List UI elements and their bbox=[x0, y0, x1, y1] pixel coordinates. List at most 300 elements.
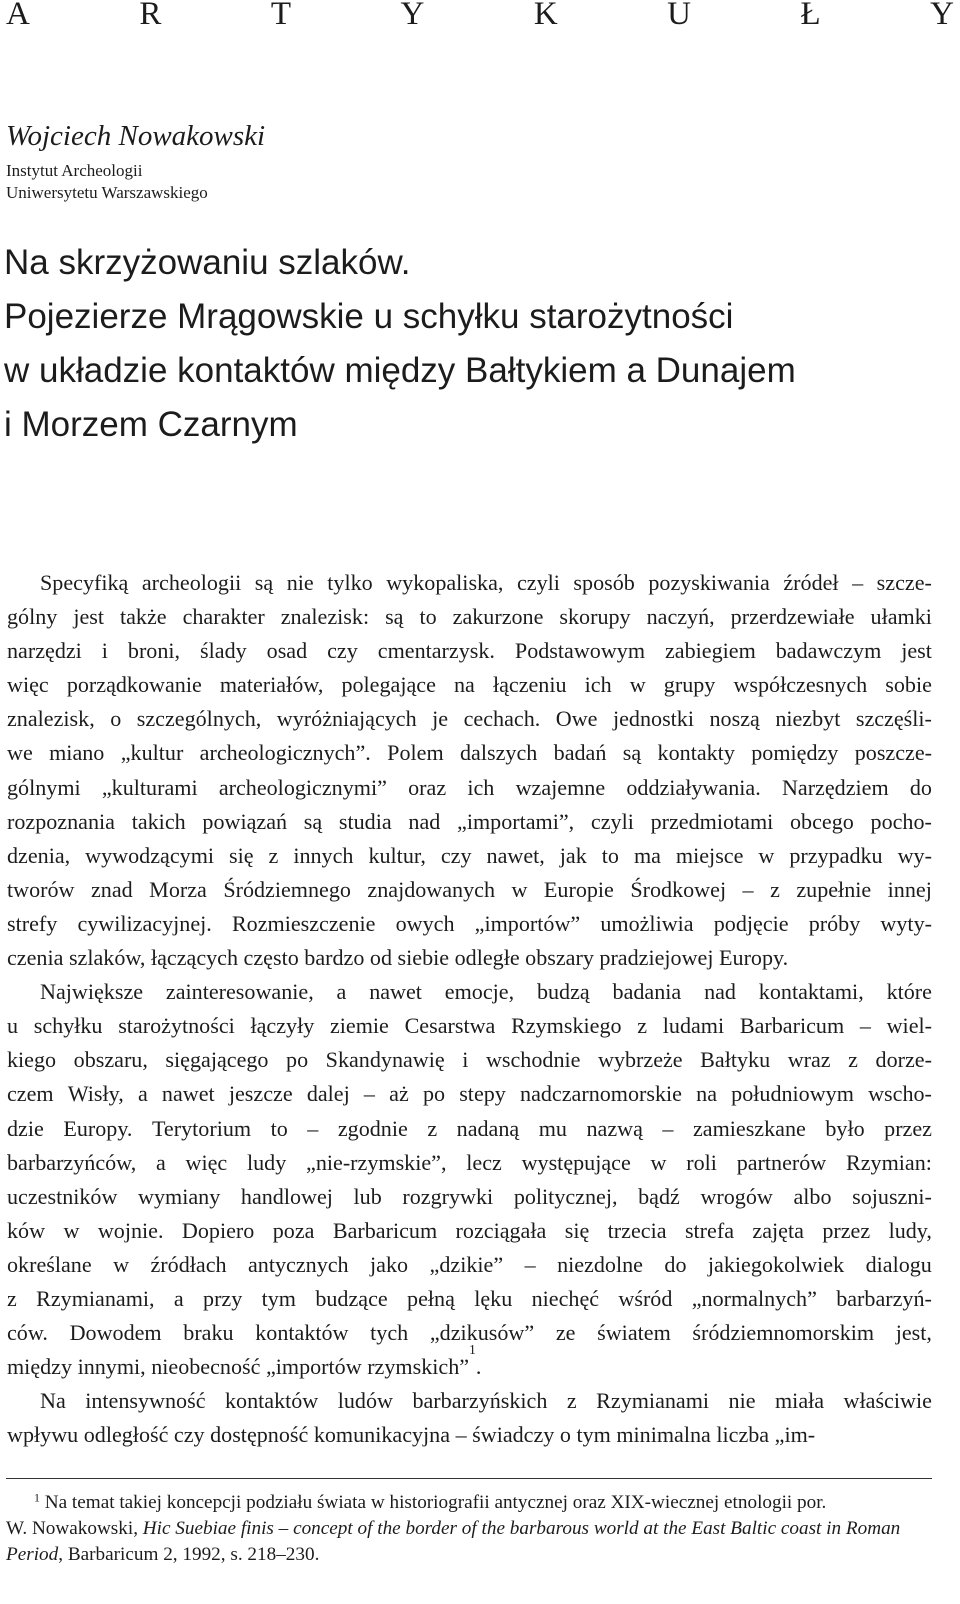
body-word: nad bbox=[704, 979, 736, 1005]
section-header-letter: R bbox=[139, 0, 162, 32]
body-word: to bbox=[270, 1115, 288, 1141]
body-word: szczęśli- bbox=[855, 706, 932, 732]
body-line bbox=[7, 566, 932, 600]
body-word: rzymskich” bbox=[367, 1354, 470, 1380]
body-word: innymi, bbox=[77, 1354, 152, 1380]
body-word: a bbox=[173, 1285, 184, 1311]
body-word: broni, bbox=[127, 638, 181, 664]
body-word: rozpoznania bbox=[7, 808, 115, 834]
body-word: źródeł bbox=[783, 570, 839, 595]
body-word: a bbox=[336, 979, 347, 1005]
title-line: Na skrzyżowaniu szlaków. bbox=[4, 243, 411, 282]
body-word: „kultur bbox=[120, 740, 184, 766]
body-line bbox=[7, 1248, 932, 1282]
body-word: – bbox=[859, 1013, 871, 1039]
body-word: ków bbox=[7, 1217, 46, 1243]
body-word: wzajemne bbox=[515, 774, 606, 800]
section-header-letter: T bbox=[270, 0, 291, 32]
body-word: przedmiotami bbox=[650, 808, 774, 834]
footnote bbox=[6, 1490, 932, 1568]
body-word: obcego bbox=[790, 808, 854, 834]
section-header bbox=[6, 0, 954, 38]
body-word: „dzikie” bbox=[429, 1251, 504, 1277]
body-word: nazwą bbox=[586, 1115, 643, 1141]
author-affiliation bbox=[6, 160, 208, 204]
body-word: wyróżniających bbox=[276, 706, 417, 732]
body-word: tych bbox=[370, 1320, 409, 1346]
body-word: poza bbox=[272, 1217, 315, 1243]
body-word: – bbox=[363, 1081, 375, 1107]
body-word: . bbox=[475, 1354, 482, 1380]
body-word: nadaną bbox=[456, 1115, 520, 1141]
section-header-letter: U bbox=[667, 0, 691, 32]
body-word: dorze- bbox=[875, 1047, 932, 1073]
article-body bbox=[7, 566, 932, 1452]
body-word: dalszych bbox=[460, 740, 538, 766]
body-word: innych bbox=[293, 842, 354, 868]
body-word: czy bbox=[327, 638, 358, 664]
body-word: Wisły, bbox=[67, 1081, 124, 1107]
body-word: to bbox=[601, 842, 619, 868]
body-word: nadczarnomorskie bbox=[520, 1081, 682, 1107]
body-word: ziemie bbox=[329, 1013, 389, 1039]
body-word: zainteresowanie, bbox=[165, 979, 314, 1005]
footnote-reference[interactable]: 1 bbox=[469, 1342, 476, 1358]
body-word: w bbox=[113, 1251, 130, 1277]
body-line bbox=[7, 1282, 932, 1316]
body-word: i bbox=[101, 638, 108, 664]
body-word: komunikacyjna bbox=[313, 1422, 456, 1448]
body-word: ludy, bbox=[888, 1217, 932, 1243]
body-word: czem bbox=[7, 1081, 54, 1107]
body-word: wojnie. bbox=[97, 1217, 164, 1243]
body-line bbox=[7, 702, 932, 736]
body-word: Bałtyku bbox=[700, 1047, 771, 1073]
body-word: szczególnych, bbox=[136, 706, 262, 732]
body-word: archeologicznymi” bbox=[218, 774, 387, 800]
body-word: ludy bbox=[247, 1149, 287, 1175]
body-word: wiel- bbox=[886, 1013, 932, 1039]
body-word: gólnymi bbox=[7, 774, 81, 800]
body-word: jednostki bbox=[612, 706, 694, 732]
body-word: noszą bbox=[709, 706, 760, 732]
body-word: od bbox=[369, 945, 398, 971]
body-word: Barbaricum bbox=[332, 1217, 438, 1243]
footnote-number: 1 bbox=[34, 1490, 40, 1505]
body-word: wybrzeże bbox=[597, 1047, 683, 1073]
body-word: Morza bbox=[149, 876, 207, 902]
body-word: archeologicznych”. bbox=[199, 740, 371, 766]
body-word: zamieszkane bbox=[692, 1115, 806, 1141]
body-line bbox=[7, 1180, 932, 1214]
body-word: „importami”, bbox=[457, 808, 575, 834]
body-word: miała bbox=[775, 1388, 825, 1414]
body-word: trzecia bbox=[607, 1217, 667, 1243]
title-line: w układzie kontaktów między Bałtykiem a Dunajem bbox=[4, 351, 796, 390]
body-word: Terytorium bbox=[151, 1115, 252, 1141]
body-word: tym bbox=[261, 1285, 296, 1311]
body-word: – bbox=[742, 876, 754, 902]
body-word: czyli bbox=[516, 570, 560, 595]
body-word: wymiany bbox=[138, 1183, 221, 1209]
body-word: u bbox=[7, 1013, 19, 1039]
body-word: sięgającego bbox=[165, 1047, 269, 1073]
body-word: kontaktów bbox=[255, 1320, 349, 1346]
body-word: czyli bbox=[590, 808, 634, 834]
body-word: „importów bbox=[265, 1354, 368, 1380]
body-word: poszcze- bbox=[854, 740, 932, 766]
body-word: wyty- bbox=[880, 910, 932, 936]
body-word: je bbox=[432, 706, 449, 732]
body-word: jest, bbox=[895, 1320, 932, 1346]
title-line: i Morzem Czarnym bbox=[4, 405, 298, 444]
body-word: w bbox=[511, 876, 528, 902]
body-word: które bbox=[886, 979, 932, 1005]
body-word: barbarzyńców, bbox=[7, 1149, 137, 1175]
body-word: ludów bbox=[337, 1388, 393, 1414]
body-word: „im- bbox=[774, 1422, 816, 1448]
body-word: zgodnie bbox=[337, 1115, 408, 1141]
body-word: cmentarzysk. bbox=[377, 638, 495, 664]
body-word: sobie bbox=[885, 672, 932, 698]
body-word: więc bbox=[7, 672, 49, 698]
body-word: jest bbox=[73, 604, 104, 630]
body-word: ich bbox=[584, 672, 612, 698]
body-line bbox=[7, 1043, 932, 1077]
body-word: z bbox=[770, 876, 780, 902]
body-word: tworów bbox=[7, 876, 75, 902]
body-word: południowym bbox=[731, 1081, 854, 1107]
body-word: politycznej, bbox=[513, 1183, 618, 1209]
body-word: – bbox=[307, 1115, 319, 1141]
body-word: lęku bbox=[474, 1285, 513, 1311]
body-word: lecz bbox=[466, 1149, 502, 1175]
body-word: mu bbox=[538, 1115, 567, 1141]
body-word: „kulturami bbox=[101, 774, 198, 800]
body-word: nawet bbox=[161, 1081, 215, 1107]
body-word: odległe bbox=[454, 945, 526, 971]
body-word: pełną bbox=[407, 1285, 455, 1311]
body-word: – bbox=[662, 1115, 674, 1141]
body-word: strefa bbox=[684, 1217, 735, 1243]
body-word: kontaktów bbox=[224, 1388, 319, 1414]
body-word: lub bbox=[353, 1183, 382, 1209]
section-header-letter: K bbox=[533, 0, 558, 32]
body-word: nawet bbox=[369, 979, 422, 1005]
body-word: światem bbox=[597, 1320, 671, 1346]
body-word: tylko bbox=[327, 570, 373, 595]
body-word: Cesarstwa bbox=[404, 1013, 496, 1039]
body-word: Barbaricum bbox=[739, 1013, 845, 1039]
body-word: sojuszni- bbox=[852, 1183, 932, 1209]
body-word: starożytności bbox=[118, 1013, 235, 1039]
body-word: o bbox=[110, 706, 122, 732]
body-word: Dopiero bbox=[181, 1217, 255, 1243]
affiliation-line: Instytut Archeologii bbox=[6, 161, 143, 180]
body-word: aż bbox=[389, 1081, 409, 1107]
body-word: Skandynawię bbox=[325, 1047, 445, 1073]
body-word: odległość bbox=[83, 1422, 174, 1448]
body-word: rozciągała bbox=[455, 1217, 547, 1243]
body-word: uczestników bbox=[7, 1183, 118, 1209]
body-line bbox=[7, 1214, 932, 1248]
title-line: Pojezierze Mrągowskie u schyłku starożytności bbox=[4, 297, 734, 336]
body-word: z bbox=[7, 1285, 17, 1311]
footnote-line bbox=[6, 1516, 932, 1542]
body-word: właściwie bbox=[843, 1388, 932, 1414]
body-word: ich bbox=[467, 774, 495, 800]
body-line bbox=[7, 736, 932, 770]
body-word: „nie-rzymskie”, bbox=[306, 1149, 447, 1175]
body-line bbox=[7, 771, 932, 805]
body-word: dalej bbox=[306, 1081, 350, 1107]
body-word: bardzo bbox=[304, 945, 370, 971]
body-word: kontakty bbox=[657, 740, 735, 766]
body-line bbox=[7, 941, 932, 975]
footnote-text: Na temat takiej koncepcji podziału świata w historiografii antycznej oraz XIX-wiecznej etnologii por. bbox=[44, 1492, 827, 1513]
body-word: emocje, bbox=[444, 979, 515, 1005]
body-word: charakter bbox=[182, 604, 265, 630]
footnote-text: W. Nowakowski, bbox=[6, 1518, 143, 1539]
body-word: cechach. bbox=[463, 706, 541, 732]
body-word: na bbox=[696, 1081, 717, 1107]
body-line bbox=[7, 975, 932, 1009]
body-word: określane bbox=[7, 1251, 92, 1277]
body-word: minimalna bbox=[616, 1422, 717, 1448]
body-word: z bbox=[566, 1388, 577, 1414]
body-word: innej bbox=[887, 876, 932, 902]
body-word: występujące bbox=[521, 1149, 631, 1175]
body-word: nie bbox=[286, 570, 314, 595]
body-word: z bbox=[848, 1047, 858, 1073]
body-word: owych bbox=[395, 910, 455, 936]
body-word: z bbox=[637, 1013, 648, 1039]
body-word: to bbox=[419, 604, 437, 630]
body-word: i bbox=[462, 1047, 469, 1073]
body-word: znad bbox=[90, 876, 133, 902]
body-word: stepy bbox=[459, 1081, 506, 1107]
body-word: „importów” bbox=[474, 910, 581, 936]
body-word: w bbox=[63, 1217, 80, 1243]
body-word: wywodzącymi bbox=[85, 842, 215, 868]
body-line bbox=[7, 668, 932, 702]
body-word: wraz bbox=[787, 1047, 831, 1073]
body-word: a bbox=[155, 1149, 166, 1175]
body-line bbox=[7, 1418, 932, 1452]
body-line bbox=[7, 1146, 932, 1180]
body-word: się bbox=[564, 1217, 590, 1243]
body-word: materiałów, bbox=[219, 672, 324, 698]
body-word: tym bbox=[576, 1422, 617, 1448]
footnote-text: , Barbaricum 2, 1992, s. 218–230. bbox=[58, 1544, 320, 1565]
body-word: Rzymianami bbox=[596, 1388, 710, 1414]
body-word: o bbox=[559, 1422, 577, 1448]
body-word: – bbox=[524, 1251, 536, 1277]
body-line bbox=[7, 839, 932, 873]
body-word: dostępność bbox=[210, 1422, 314, 1448]
body-word: współczesnych bbox=[733, 672, 868, 698]
body-word: zabiegiem bbox=[665, 638, 756, 664]
body-word: kultur, bbox=[368, 842, 426, 868]
section-header-letter: Y bbox=[400, 0, 425, 32]
affiliation-line: Uniwersytetu Warszawskiego bbox=[6, 183, 208, 202]
body-word: nieobecność bbox=[151, 1354, 266, 1380]
body-word: Polem bbox=[387, 740, 444, 766]
body-word: Podstawowym bbox=[514, 638, 646, 664]
body-word: są bbox=[385, 604, 404, 630]
body-word: się bbox=[229, 842, 254, 868]
body-line bbox=[7, 1342, 932, 1384]
body-word: ludami bbox=[662, 1013, 725, 1039]
body-word: podjęcie bbox=[713, 910, 789, 936]
body-word: Owe bbox=[555, 706, 598, 732]
body-word: są bbox=[254, 570, 274, 595]
body-word: przerdzewiałe bbox=[730, 604, 855, 630]
body-word: w bbox=[650, 1149, 667, 1175]
body-word: jako bbox=[370, 1251, 409, 1277]
body-word: Rzymian: bbox=[846, 1149, 932, 1175]
body-word: Na bbox=[40, 1388, 66, 1414]
body-word: narzędzi bbox=[7, 638, 82, 664]
body-word: Środkowej bbox=[630, 876, 727, 902]
body-word: – bbox=[455, 1422, 473, 1448]
body-word: ułamki bbox=[870, 604, 932, 630]
body-word: obszary bbox=[525, 945, 600, 971]
body-word: „dzikusów” bbox=[429, 1320, 535, 1346]
body-word: ców. bbox=[7, 1320, 48, 1346]
body-word: strefy bbox=[7, 910, 58, 936]
footnote-line bbox=[6, 1542, 932, 1568]
body-line bbox=[7, 907, 932, 941]
footnote-cited-title: Hic Suebiae finis – concept of the border of the barbarous world at the East Baltic coast in Roman bbox=[142, 1518, 901, 1539]
body-word: z bbox=[268, 842, 279, 868]
body-word: Największe bbox=[40, 979, 144, 1005]
body-word: niezbyt bbox=[775, 706, 841, 732]
footnote-cited-title: Period bbox=[6, 1544, 59, 1565]
body-word: sposób bbox=[573, 570, 635, 595]
body-word: łączących bbox=[150, 945, 244, 971]
body-word: albo bbox=[793, 1183, 832, 1209]
body-word: Europy. bbox=[719, 945, 789, 971]
body-word: znalezisk, bbox=[7, 706, 95, 732]
body-line bbox=[7, 1384, 932, 1418]
body-word: Rzymskiego bbox=[511, 1013, 622, 1039]
body-word: zajęta bbox=[752, 1217, 804, 1243]
body-word: studia bbox=[338, 808, 392, 834]
body-word: szlaków, bbox=[68, 945, 151, 971]
body-word: na bbox=[453, 672, 475, 698]
footnote-line bbox=[6, 1490, 932, 1516]
body-word: handlowej bbox=[240, 1183, 333, 1209]
body-word: obszaru, bbox=[73, 1047, 148, 1073]
body-word: wy- bbox=[897, 842, 932, 868]
body-word: budzą bbox=[536, 979, 590, 1005]
author-name: Wojciech Nowakowski bbox=[6, 120, 266, 152]
body-word: Europie bbox=[543, 876, 614, 902]
body-word: ma bbox=[633, 842, 661, 868]
section-header-letter: Ł bbox=[800, 0, 821, 32]
body-word: Rozmieszczenie bbox=[231, 910, 376, 936]
section-header-letter: Y bbox=[930, 0, 954, 32]
body-word: umożliwia bbox=[600, 910, 694, 936]
body-word: z bbox=[427, 1115, 438, 1141]
body-word: zakurzone bbox=[452, 604, 544, 630]
body-word: po bbox=[422, 1081, 446, 1107]
body-word: znalezisk: bbox=[280, 604, 370, 630]
body-word: schyłku bbox=[33, 1013, 103, 1039]
body-word: więc bbox=[185, 1149, 228, 1175]
body-word: nie bbox=[728, 1388, 756, 1414]
body-word: cywilizacyjnej. bbox=[77, 910, 212, 936]
body-line bbox=[7, 1009, 932, 1043]
body-word: wschodnie bbox=[485, 1047, 581, 1073]
body-word: są bbox=[303, 808, 323, 834]
body-word: Rzymianami, bbox=[36, 1285, 155, 1311]
body-word: wśród bbox=[618, 1285, 673, 1311]
body-word: Europy. bbox=[63, 1115, 133, 1141]
body-word: kontaktami, bbox=[758, 979, 864, 1005]
body-word: pozyskiwania bbox=[648, 570, 770, 595]
body-word: czy bbox=[173, 1422, 211, 1448]
body-word: badawczym bbox=[775, 638, 882, 664]
body-word: grupy bbox=[663, 672, 716, 698]
body-word: porządkowanie bbox=[66, 672, 202, 698]
body-word: intensywność bbox=[85, 1388, 206, 1414]
body-word: do bbox=[909, 774, 932, 800]
body-word: łączyły bbox=[250, 1013, 315, 1039]
body-word: pocho- bbox=[870, 808, 932, 834]
body-word: próby bbox=[808, 910, 861, 936]
article-title bbox=[4, 236, 944, 452]
body-word: archeologii bbox=[141, 570, 242, 595]
body-word: przez bbox=[884, 1115, 932, 1141]
body-line bbox=[7, 634, 932, 668]
body-word: także bbox=[119, 604, 167, 630]
body-word: braku bbox=[183, 1320, 234, 1346]
body-word: takich bbox=[131, 808, 186, 834]
body-word: po bbox=[286, 1047, 309, 1073]
body-word: często bbox=[243, 945, 305, 971]
body-word: rozgrywki bbox=[402, 1183, 494, 1209]
body-word: przy bbox=[203, 1285, 243, 1311]
body-word: antycznych bbox=[248, 1251, 349, 1277]
body-word: dzenia, bbox=[7, 842, 71, 868]
body-word: Dowodem bbox=[69, 1320, 162, 1346]
body-word: budzące bbox=[315, 1285, 388, 1311]
body-word: polegające bbox=[341, 672, 436, 698]
body-word: przypadku bbox=[789, 842, 883, 868]
body-word: dzie bbox=[7, 1115, 44, 1141]
body-word: miano bbox=[49, 740, 105, 766]
body-word: badań bbox=[553, 740, 607, 766]
body-word: we bbox=[7, 740, 33, 766]
body-word: naczyń, bbox=[646, 604, 715, 630]
body-word: roli bbox=[686, 1149, 717, 1175]
body-word: liczba bbox=[716, 1422, 775, 1448]
body-word: powiązań bbox=[202, 808, 288, 834]
body-word: nad bbox=[408, 808, 441, 834]
body-word: przez bbox=[822, 1217, 871, 1243]
body-word: barbarzyńskich bbox=[412, 1388, 548, 1414]
body-word: w bbox=[629, 672, 646, 698]
body-line bbox=[7, 600, 932, 634]
body-word: osad bbox=[266, 638, 308, 664]
body-word: jeszcze bbox=[228, 1081, 293, 1107]
body-line bbox=[7, 873, 932, 907]
body-word: jakiegokolwiek bbox=[707, 1251, 845, 1277]
body-word: śródziemnomorskim bbox=[692, 1320, 875, 1346]
body-word: znajdowanych bbox=[367, 876, 496, 902]
